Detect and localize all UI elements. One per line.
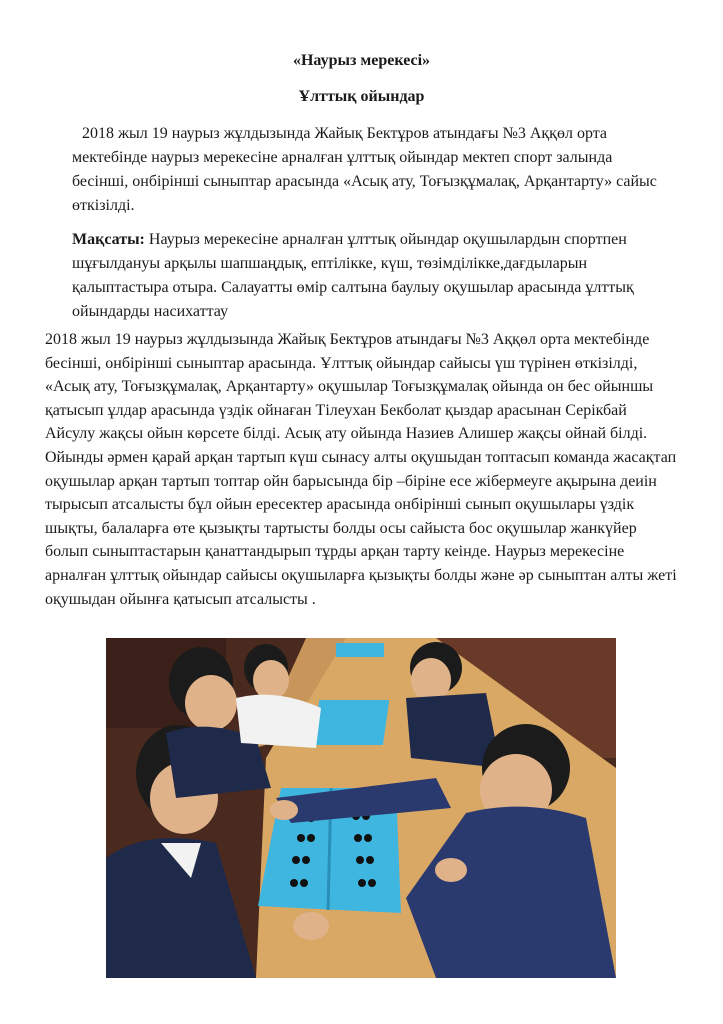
document-subtitle: Ұлттық ойындар	[298, 88, 425, 105]
event-photo	[106, 638, 616, 978]
intro-paragraph: 2018 жыл 19 наурыз жұлдызында Жайық Бектұров атындағы №3 Аққөл орта мектебінде наурыз мерекесіне арналған ұлттық ойындар мектеп спорт залында бесінші, онбірінші сыныптар арасында «Асық ату, Тоғызқұмалақ, Арқантарту» сайыс өткізілді.	[72, 125, 657, 214]
report-paragraph: 2018 жыл 19 наурыз жұлдызында Жайық Бектұров атындағы №3 Аққөл орта мектебінде бесінші, онбірінші сыныптар арасында. Ұлттық ойындар сайысы үш түрінен өткізілді, «Асық ату, Тоғызқұмалақ, Арқантарту» оқушылар Тоғызқұмалақ ойында он бес ойыншы қатысып ұлдар арасында үздік ойнаған Тілеухан Бекболат қыздар арасынан Серікбай Айсулу жақсы ойын көрсете білді. Асық ату ойында Назиев Алишер жақсы ойнай білді. Ойынды әрмен қарай арқан тартып күш сынасу алты оқушыдан топтасып команда жасақтап оқушылар арқан тартып топтар ойн барысында бір –біріне есе жібермеуге ақырына деиін тырысып атсалысты бұл ойын ересектер арасында онбірінші сынып оқушылары үздік шықты, балаларға өте қызықты тартысты болды осы сайыста бос оқушылар жанкүйер болып сыныптастарын қанаттандырып тұрды арқан тарту кеінде. Наурыз мерекесіне арналған ұлттық ойындар сайысы оқушыларға қызықты болды және әр сыныптан алты жеті оқушыдан ойынға қатысып атсалысты .	[45, 331, 677, 608]
document-title: «Наурыз мерекесі»	[292, 52, 431, 69]
goal-text: Наурыз мерекесіне арналған ұлттық ойындар оқушылардын спортпен шұғылдануы арқылы шапшаңдық, ептілікке, күш, төзімділікке,дағдыларын қалыптастыра отыра. Салауатты өмір салтына баулыу оқушылар арасында ұлттық ойындарды насихаттау	[72, 231, 634, 320]
goal-paragraph	[72, 228, 672, 324]
goal-label: Мақсаты:	[72, 231, 145, 248]
